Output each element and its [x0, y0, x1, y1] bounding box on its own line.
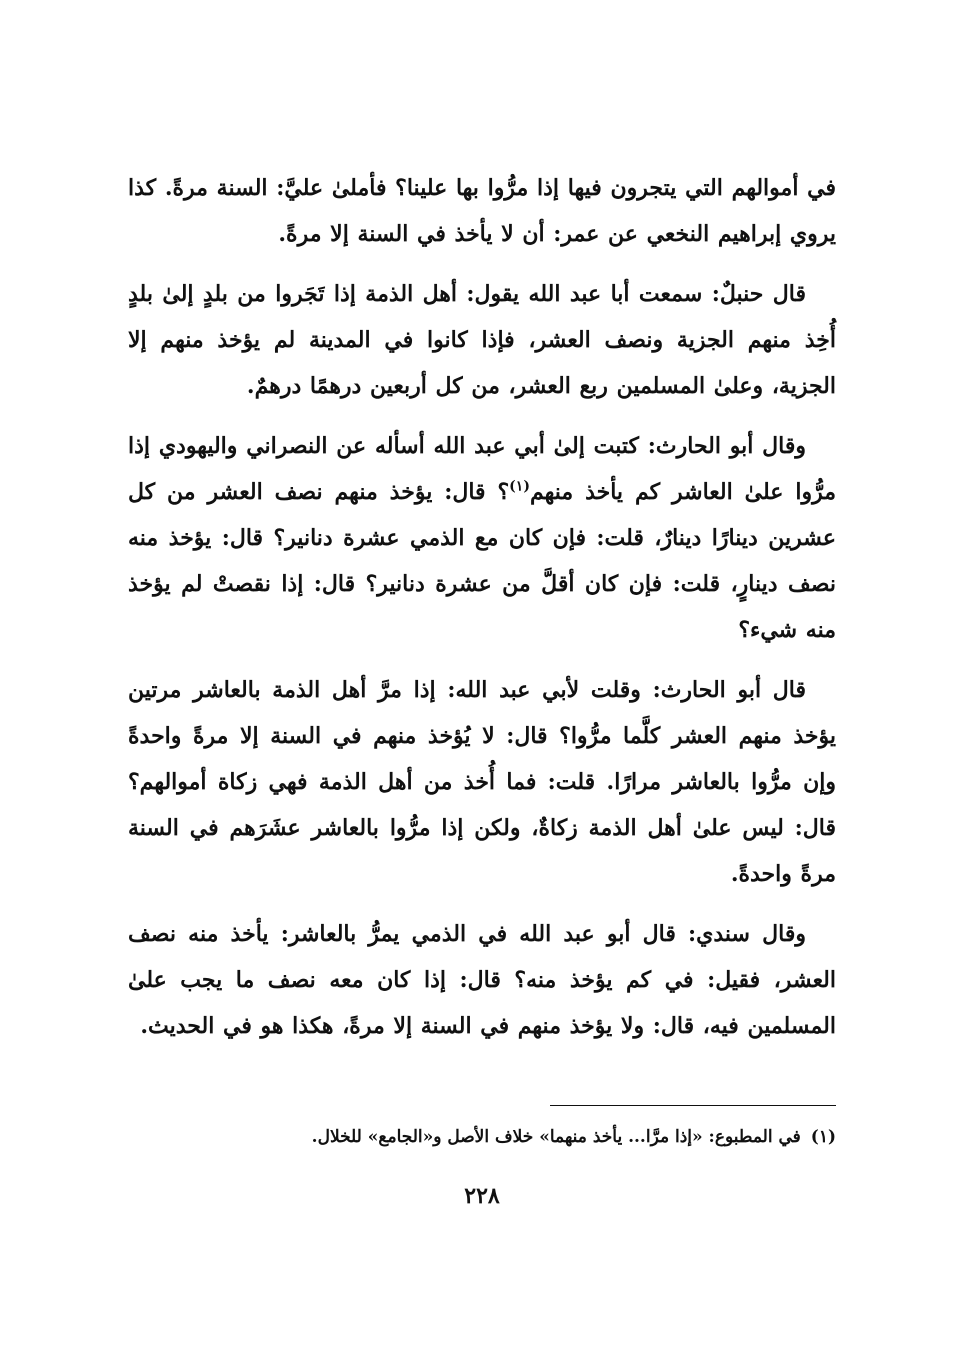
paragraph-3-text-before: وقال أبو الحارث: كتبت إلىٰ أبي عبد الله أسأله عن النصراني واليهودي إذا مرُّوا علىٰ العاشر كم يأخذ منهم — [128, 433, 836, 505]
footnote — [128, 1122, 836, 1152]
page-number: ٢٢٨ — [464, 1183, 500, 1209]
main-text — [128, 165, 836, 1063]
paragraph-3 — [128, 423, 836, 653]
footnote-number: (١) — [810, 1127, 836, 1147]
paragraph-1: في أموالهم التي يتجرون فيها إذا مرُّوا بها علينا؟ فأملىٰ عليَّ: السنة مرةً. كذا يروي إبراهيم النخعي عن عمر: أن لا يأخذ في السنة إلا مرةً. — [128, 175, 836, 247]
paragraph-3-text-after: ؟ قال: يؤخذ منهم نصف العشر من كل عشرين دينارًا دينارٌ، قلت: فإن كان مع الذمي عشرة دنانير؟ قال: يؤخذ منه نصف دينارٍ، قلت: فإن كان أقلَّ من عشرة دنانير؟ قال: إذا نقصتْ لم يؤخذ منه شيء؟ — [128, 479, 836, 643]
paragraph-5: وقال سندي: قال أبو عبد الله في الذمي يمرُّ بالعاشر: يأخذ منه نصف العشر، فقيل: في كم يؤخذ منه؟ قال: إذا كان معه نصف ما يجب علىٰ المسلمين فيه، قال: ولا يؤخذ منهم في السنة إلا مرةً، هكذا هو في الحديث. — [128, 921, 836, 1039]
footnote-text: في المطبوع: «إذا مرَّا... يأخذ منهما» خلاف الأصل و«الجامع» للخلال. — [311, 1127, 801, 1147]
paragraph-2: قال حنبلٌ: سمعت أبا عبد الله يقول: أهل الذمة إذا تَجَروا من بلدٍ إلىٰ بلدٍ أُخِذ منهم الجزية ونصف العشر، فإذا كانوا في المدينة لم يؤخذ منهم إلا الجزية، وعلىٰ المسلمين ربع العشر، من كل أربعين درهمًا درهمٌ. — [128, 281, 836, 399]
footnote-divider — [550, 1105, 836, 1106]
footnote-reference: (١) — [509, 478, 530, 495]
paragraph-4: قال أبو الحارث: وقلت لأبي عبد الله: إذا مرَّ أهل الذمة بالعاشر مرتين يؤخذ منهم العشر كلَّما مرُّوا؟ قال: لا يُؤخذ منهم في السنة إلا مرةً واحدةً وإن مرُّوا بالعاشر مرارًا. قلت: فما أُخذ من أهل الذمة فهي زكاة أموالهم؟ قال: ليس علىٰ أهل الذمة زكاةٌ، ولكن إذا مرُّوا بالعاشر عشَرَهم في السنة مرةً واحدةً. — [128, 677, 836, 887]
